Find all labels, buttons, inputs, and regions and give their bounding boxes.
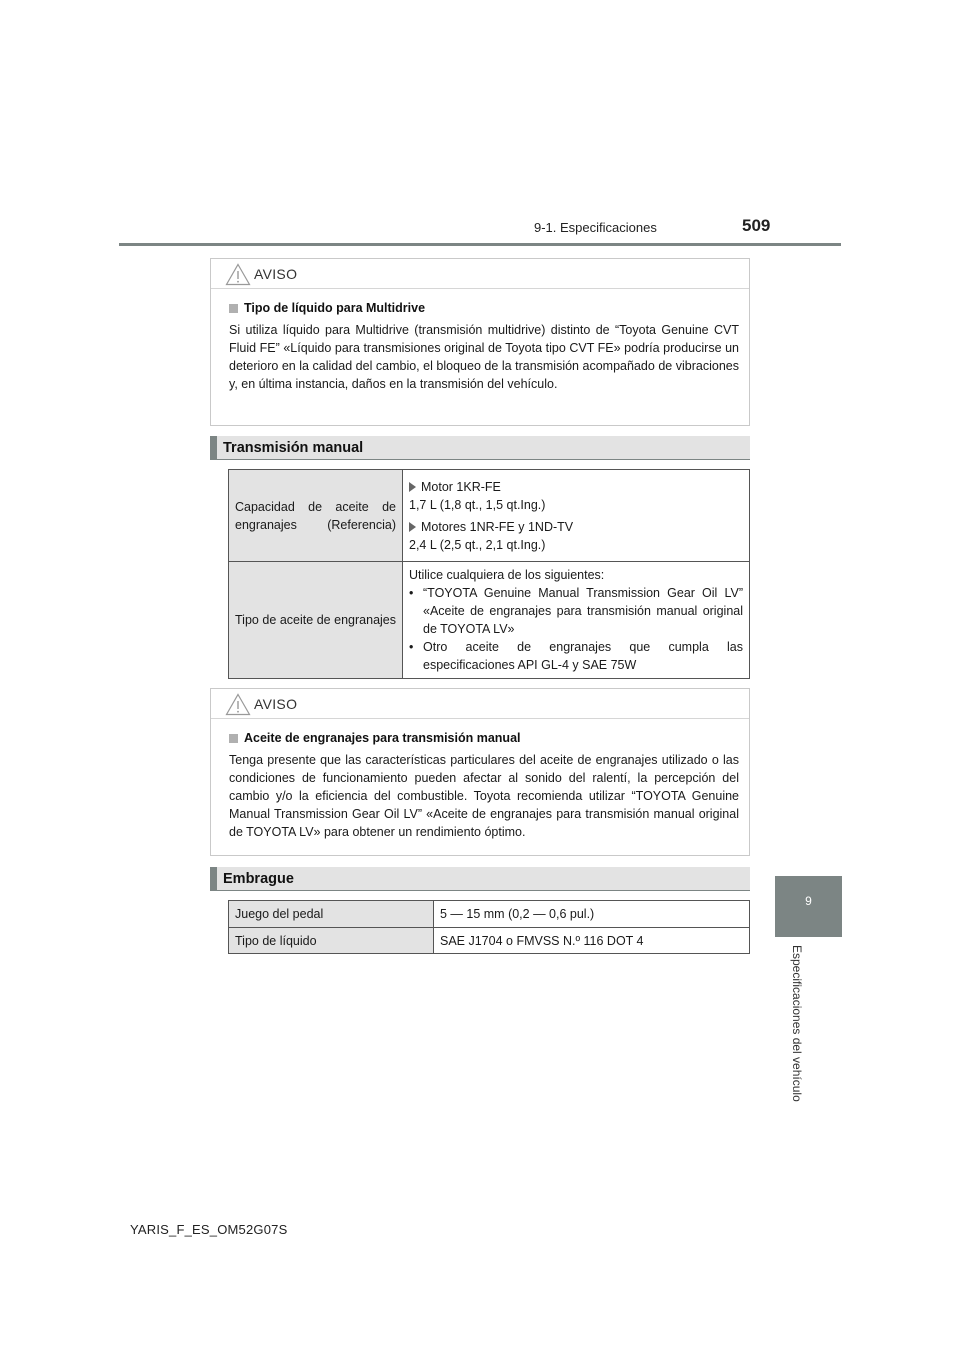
warning-subheading (229, 301, 739, 315)
warning-title: AVISO (254, 266, 298, 282)
chapter-tab (775, 876, 842, 937)
page-number: 509 (742, 216, 771, 235)
warning-title: AVISO (254, 696, 298, 712)
table-value-cell: 5 — 15 mm (0,2 — 0,6 pul.) (434, 901, 750, 928)
table-label-cell (229, 562, 403, 679)
label-capacity: Capacidad de aceite de engranajes (Referencia) (235, 499, 396, 532)
section-title: Embrague (223, 871, 294, 887)
warning-text: Tenga presente que las características particulares del aceite de engranajes utilizado o las condiciones de funcionamiento pueden afectar al sonido del ralentí, la percepción del cambio y/o la eficiencia del combustible. Toyota recomienda utilizar “TOYOTA Genuine Manual Transmission Gear Oil LV” «Aceite de engranajes para transmisión manual original de TOYOTA LV» para obtener un rendimiento óptimo. (229, 753, 739, 839)
table-row (229, 562, 750, 679)
oil-intro: Utilice cualquiera de los siguientes: (409, 568, 605, 582)
table-label-cell (229, 470, 403, 562)
section-heading-manual (210, 436, 750, 460)
table-row (229, 928, 750, 954)
table-label-cell: Juego del pedal (229, 901, 434, 928)
capacity-value-2: 2,4 L (2,5 qt., 2,1 qt.Ing.) (409, 537, 546, 552)
table-row (229, 901, 750, 928)
warning-text: Si utiliza líquido para Multidrive (transmisión multidrive) distinto de “Toyota Genuine CVT Fluid FE” «Líquido para transmisiones original de Toyota tipo CVT FE» podría producirse un deterioro en la calidad del cambio, el bloqueo de la transmisión acompañado de vibraciones y, en última instancia, daños en la transmisión del vehículo. (229, 323, 739, 391)
square-bullet-icon (229, 734, 238, 743)
section-bar (210, 436, 217, 460)
list-item: • Otro aceite de engranajes que cumpla las especificaciones API GL-4 y SAE 75W (409, 640, 743, 672)
warning-triangle-icon (225, 263, 251, 286)
list-item: • “TOYOTA Genuine Manual Transmission Gear Oil LV” «Aceite de engranajes para transmisión manual original de TOYOTA LV» (409, 586, 743, 636)
warning-header (211, 689, 749, 719)
triangle-bullet-icon (409, 522, 416, 532)
section-heading-clutch (210, 867, 750, 891)
engine-1nr-1nd: Motores 1NR-FE y 1ND-TV (409, 518, 743, 536)
document-code: YARIS_F_ES_OM52G07S (130, 1222, 288, 1237)
table-row (229, 470, 750, 562)
section-bar (210, 867, 217, 891)
warning-triangle-icon (225, 693, 251, 716)
clutch-table (228, 900, 750, 954)
engine-1kr: Motor 1KR-FE (409, 478, 743, 496)
warning-box-multidrive (210, 258, 750, 426)
section-title: Transmisión manual (223, 440, 364, 456)
section-header: 9-1. Especificaciones (534, 220, 657, 235)
warning-subheading-text: Tipo de líquido para Multidrive (244, 301, 426, 315)
table-value-cell: SAE J1704 o FMVSS N.º 116 DOT 4 (434, 928, 750, 954)
manual-transmission-table (228, 469, 750, 679)
header-divider (119, 243, 841, 246)
square-bullet-icon (229, 304, 238, 313)
table-value-cell (403, 470, 750, 562)
capacity-value-1: 1,7 L (1,8 qt., 1,5 qt.Ing.) (409, 497, 546, 512)
warning-header (211, 259, 749, 289)
warning-subheading-text: Aceite de engranajes para transmisión manual (244, 731, 521, 745)
table-value-cell (403, 562, 750, 679)
label-oil-type: Tipo de aceite de engranajes (235, 613, 396, 627)
triangle-bullet-icon (409, 482, 416, 492)
warning-box-gear-oil (210, 688, 750, 856)
chapter-number: 9 (805, 894, 812, 908)
warning-subheading (229, 731, 739, 745)
table-label-cell: Tipo de líquido (229, 928, 434, 954)
chapter-label: Especificaciones del vehículo (790, 945, 804, 1102)
